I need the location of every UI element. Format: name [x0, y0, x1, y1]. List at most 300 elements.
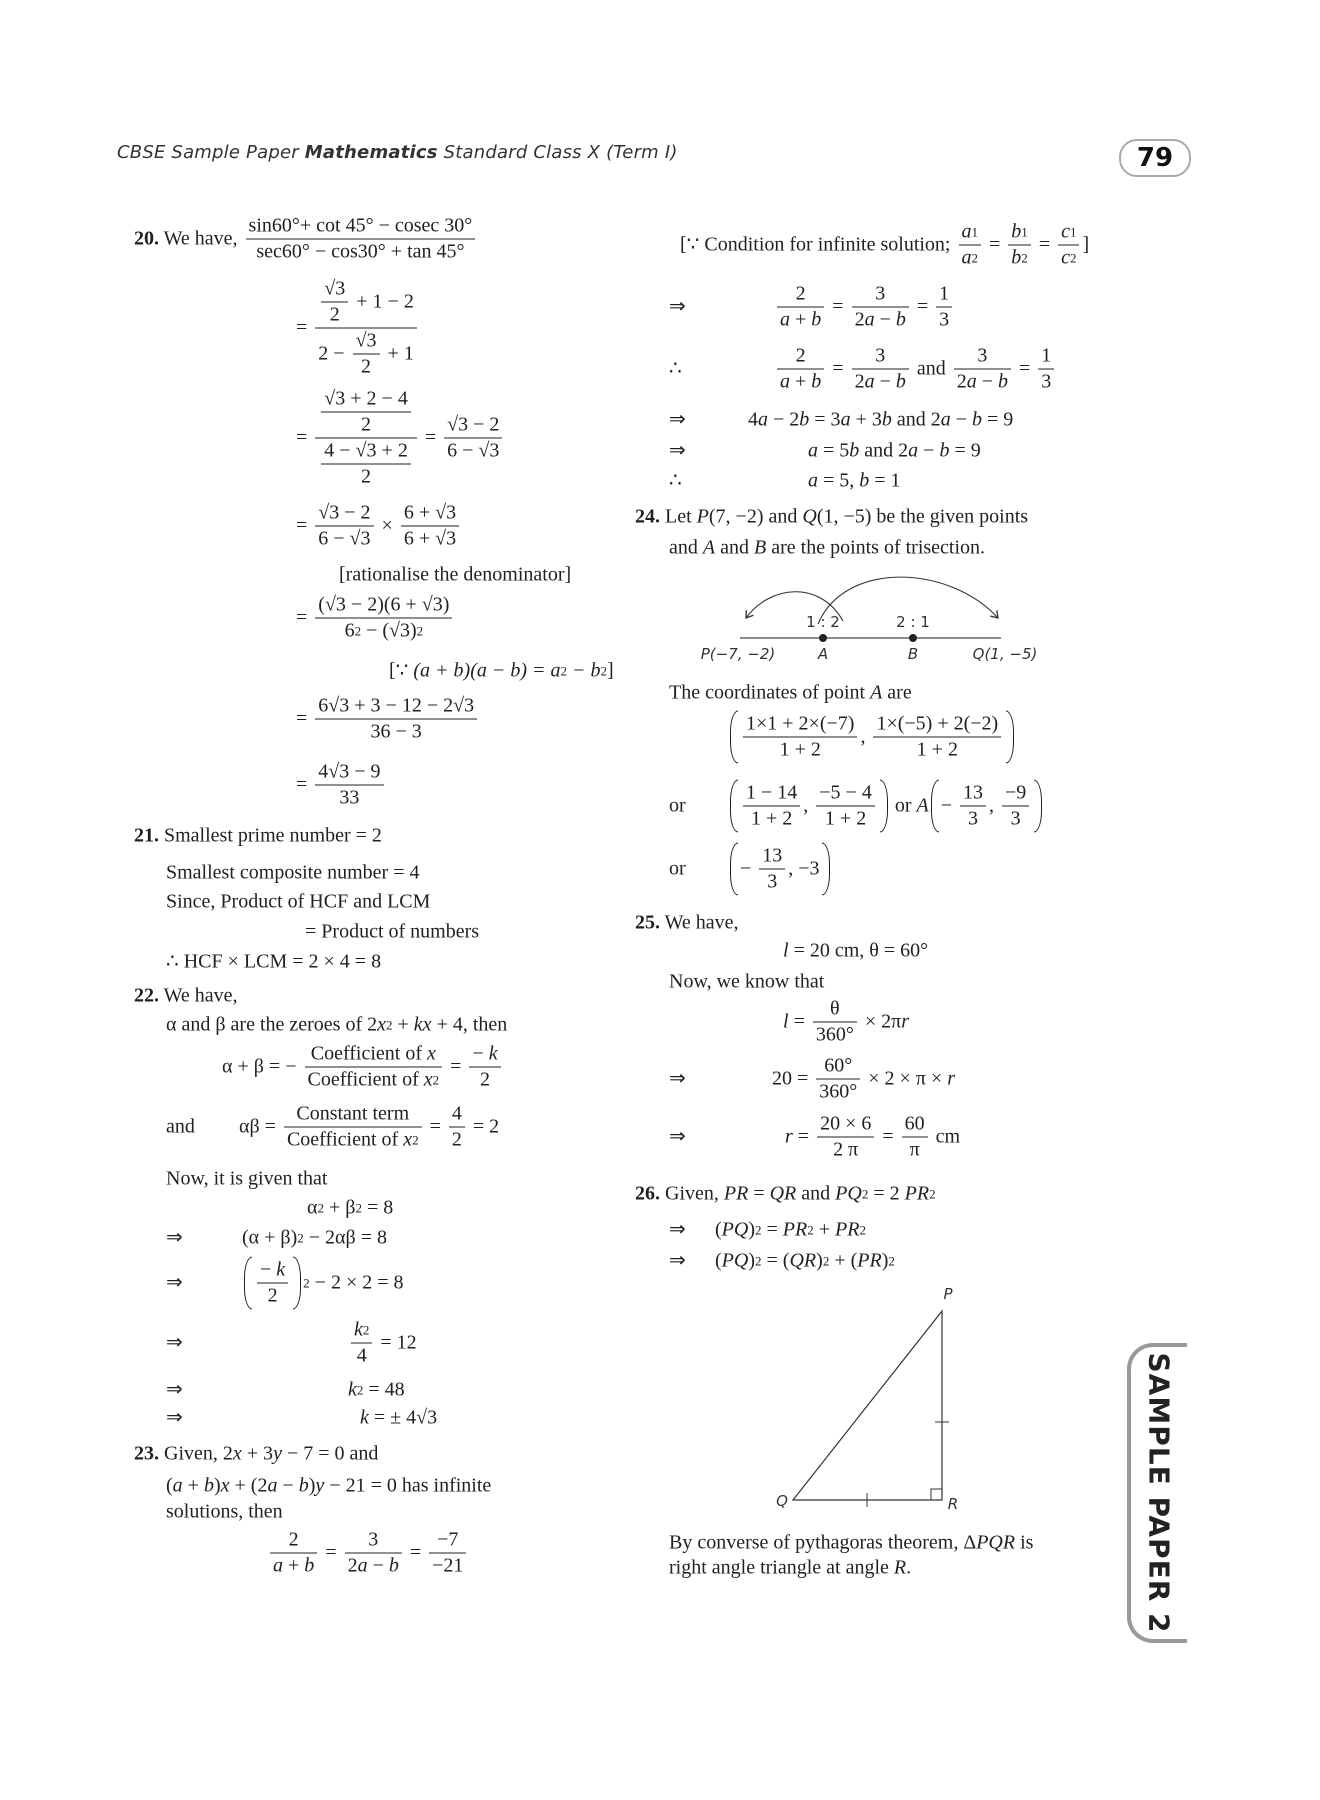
- denominator: [936, 308, 952, 332]
- math-text: √3 + 2 − 4: [324, 387, 408, 410]
- math-variable: − b: [567, 659, 601, 682]
- math-variable: x: [232, 1442, 242, 1465]
- left-line: [166, 1227, 183, 1250]
- right-line: [669, 1532, 1033, 1555]
- denominator: [777, 370, 824, 394]
- math-text: 2: [361, 465, 372, 488]
- right-line: [728, 843, 832, 896]
- math-variable: PR: [782, 1218, 808, 1241]
- math-text: Coefficient of: [307, 1068, 424, 1091]
- parenthesized-group: [730, 780, 888, 833]
- fraction: [777, 283, 824, 332]
- denominator: a 2: [961, 246, 978, 269]
- math-text: −: [472, 1042, 489, 1065]
- math-text: αβ =: [239, 1115, 281, 1138]
- fraction: [852, 283, 909, 332]
- math-variable: P: [696, 505, 709, 528]
- math-text: −: [367, 1554, 389, 1577]
- math-text: (: [166, 1474, 173, 1497]
- label-p-point: P(−7, −2): [700, 645, 776, 663]
- ratio-label-b: 2 : 1: [896, 613, 930, 631]
- fraction: [351, 1319, 372, 1368]
- math-text: ⇒: [166, 1271, 183, 1294]
- triangle-label-r: R: [947, 1495, 959, 1513]
- math-text: 2: [361, 355, 372, 378]
- math-variable: a: [908, 439, 919, 462]
- math-text: ∴ HCF × LCM = 2 × 4 = 8: [166, 950, 382, 973]
- math-variable: R: [893, 1556, 907, 1579]
- numerator: [777, 283, 824, 308]
- fraction: [315, 761, 383, 810]
- math-variable: b: [304, 1554, 315, 1577]
- math-variable: PQ: [721, 1249, 749, 1272]
- math-text: = 1: [869, 469, 901, 492]
- math-text: π: [909, 1138, 920, 1161]
- left-line: [166, 1501, 283, 1524]
- denominator: [817, 1138, 874, 1162]
- numerator: [852, 345, 909, 370]
- math-text: 6 − √3: [447, 439, 500, 462]
- math-variable: k: [348, 1378, 357, 1401]
- math-text: = 2: [467, 1115, 500, 1138]
- right-line: [785, 1113, 960, 1162]
- numerator: [315, 695, 477, 720]
- math-variable: a: [808, 469, 818, 492]
- math-variable: A: [702, 536, 716, 559]
- math-text: −: [874, 308, 896, 331]
- denominator: [345, 1554, 402, 1578]
- math-text: , −3: [788, 857, 820, 880]
- math-variable: a: [966, 370, 977, 393]
- math-text: 3: [767, 870, 778, 893]
- math-text: =: [445, 1055, 467, 1078]
- math-text: = 2: [868, 1182, 905, 1205]
- numerator: [813, 998, 857, 1023]
- math-text: .: [906, 1556, 912, 1579]
- fraction: [257, 1259, 288, 1308]
- numerator: [954, 345, 1011, 370]
- math-variable: r: [947, 1067, 956, 1090]
- denominator: [960, 807, 986, 831]
- fraction: [959, 221, 982, 270]
- math-text: 3: [875, 344, 886, 367]
- math-text: × 2π: [859, 1010, 902, 1033]
- math-text: 2: [854, 308, 865, 331]
- math-text: −: [260, 1258, 277, 1281]
- right-line: [669, 795, 686, 818]
- right-line: [669, 440, 686, 463]
- fraction: [816, 782, 875, 831]
- math-variable: a: [961, 246, 972, 269]
- left-line: [∵ (a + b)(a − b) = a 2 − b 2 ]: [389, 659, 614, 682]
- math-text: −: [950, 408, 973, 431]
- math-variable: l: [783, 1010, 789, 1033]
- math-text: + (: [829, 1249, 858, 1272]
- left-line: [166, 862, 419, 885]
- left-line: [134, 985, 238, 1008]
- point-b: [909, 634, 917, 642]
- fraction: [353, 330, 380, 379]
- fraction: [270, 1529, 317, 1578]
- math-text: =: [296, 606, 313, 629]
- math-text: 6√3 + 3 − 12 − 2√3: [318, 694, 475, 717]
- math-variable: a: [961, 220, 972, 243]
- denominator: [449, 1128, 465, 1152]
- numerator: [315, 594, 452, 619]
- left-line: [296, 388, 505, 489]
- left-line: [348, 1319, 417, 1368]
- fraction: [401, 502, 459, 551]
- math-text: 3: [1041, 370, 1052, 393]
- denominator: [246, 240, 476, 264]
- math-text: −9: [1005, 781, 1027, 804]
- fraction: [902, 1113, 928, 1162]
- label-q-point: Q(1, −5): [972, 645, 1038, 663]
- math-variable: a: [780, 370, 790, 393]
- math-text: 2: [329, 303, 340, 326]
- denominator: [351, 1344, 372, 1368]
- math-text: θ: [830, 997, 840, 1020]
- fraction: [305, 1043, 443, 1092]
- fraction: [449, 1103, 465, 1152]
- math-text: =: [877, 1125, 899, 1148]
- right-angle-mark: [931, 1489, 942, 1500]
- numerator: [246, 215, 476, 240]
- math-text: Given,: [660, 1182, 724, 1205]
- numerator: [353, 330, 380, 355]
- question-number: 20.: [134, 227, 159, 250]
- math-text: α: [307, 1196, 318, 1219]
- math-text: and: [911, 357, 951, 380]
- numerator: [429, 1529, 466, 1554]
- denominator: [270, 1554, 317, 1578]
- math-variable: PR: [857, 1249, 882, 1272]
- math-text: ): [213, 1474, 221, 1497]
- right-line: [748, 409, 1013, 432]
- fraction: [852, 345, 909, 394]
- denominator: b 2: [1011, 246, 1028, 269]
- numerator: [257, 1259, 288, 1284]
- math-text: ⇒: [669, 1218, 686, 1241]
- numerator: [315, 278, 417, 329]
- math-text: 60: [904, 1112, 925, 1135]
- math-text: Now, it is given that: [166, 1167, 328, 1190]
- math-text: √3 − 2: [447, 413, 500, 436]
- left-line: [296, 594, 455, 643]
- left-line: [134, 825, 382, 848]
- math-text: = 9: [982, 408, 1014, 431]
- math-variable: b: [998, 370, 1009, 393]
- fraction: [321, 388, 411, 437]
- math-variable: PR: [835, 1218, 860, 1241]
- denominator: [444, 439, 502, 463]
- math-variable: Q: [802, 505, 817, 528]
- math-text: − 2: [768, 408, 800, 431]
- question-number: 24.: [635, 505, 660, 528]
- math-text: ,: [803, 794, 814, 817]
- math-text: =: [827, 357, 849, 380]
- trisection-diagram: [740, 577, 1001, 642]
- left-line: [166, 1407, 183, 1430]
- math-text: =: [320, 1541, 342, 1564]
- math-text: α and β are the zeroes of 2: [166, 1013, 378, 1036]
- math-text: ⇒: [669, 1125, 686, 1148]
- math-text: 1×1 + 2×(−7): [746, 712, 855, 735]
- math-text: and: [715, 536, 754, 559]
- math-variable: b: [1011, 246, 1022, 269]
- math-text: 13: [963, 781, 984, 804]
- math-text: ⇒: [669, 439, 686, 462]
- math-text: ∴: [669, 357, 682, 380]
- left-line: [134, 1443, 378, 1466]
- math-text: √3 − 2: [318, 501, 371, 524]
- math-text: =: [419, 426, 442, 449]
- math-text: = 48: [363, 1378, 405, 1401]
- math-text: 4: [451, 1102, 462, 1125]
- math-text: We have,: [660, 911, 739, 934]
- math-text: 1 + 2: [779, 738, 821, 761]
- denominator: [1002, 807, 1029, 831]
- math-text: ⇒: [166, 1406, 183, 1429]
- numerator: [960, 782, 986, 807]
- denominator: [401, 527, 459, 551]
- fraction: [873, 713, 1001, 762]
- denominator: [315, 439, 417, 489]
- right-line: [669, 682, 912, 705]
- math-variable: b: [388, 1554, 399, 1577]
- numerator: [270, 1529, 317, 1554]
- math-variable: PR: [723, 1182, 749, 1205]
- math-text: 2: [795, 344, 806, 367]
- label-b-point: B: [907, 645, 919, 663]
- math-text: − 7 = 0 and: [281, 1442, 379, 1465]
- denominator: [315, 786, 383, 810]
- math-text: −: [976, 370, 999, 393]
- right-line: [783, 998, 909, 1047]
- fraction: [246, 215, 476, 264]
- math-variable: b: [799, 408, 810, 431]
- left-line: − k 2 2 − 2 × 2 = 8: [242, 1257, 404, 1310]
- math-text: + 1: [382, 342, 414, 365]
- denominator: [777, 308, 824, 332]
- right-line: [669, 1068, 686, 1091]
- math-text: + 4, then: [431, 1013, 508, 1036]
- math-text: = ± 4√3: [368, 1406, 438, 1429]
- numerator: [449, 1103, 465, 1128]
- question-number: 22.: [134, 984, 159, 1007]
- left-line: [360, 1407, 437, 1430]
- math-variable: a: [267, 1474, 278, 1497]
- right-line: [728, 780, 1044, 833]
- math-variable: y: [273, 1442, 282, 1465]
- math-text: ,: [860, 725, 871, 748]
- math-text: 2 π: [833, 1138, 859, 1161]
- right-line: 26. Given, PR = QR and PQ 2 = 2 PR 2: [635, 1182, 936, 1205]
- right-line: [680, 221, 1089, 270]
- denominator: [852, 308, 909, 332]
- math-variable: c: [1061, 246, 1070, 269]
- numerator: b 1: [1008, 221, 1031, 246]
- math-text: 4√3 − 9: [318, 760, 381, 783]
- numerator: [902, 1113, 928, 1138]
- math-text: 1 + 2: [916, 738, 958, 761]
- side-tab: [1127, 1343, 1187, 1643]
- math-text: −: [874, 370, 896, 393]
- left-line: [166, 951, 381, 974]
- point-a: [819, 634, 827, 642]
- math-variable: k: [276, 1258, 286, 1281]
- numerator: a 1: [959, 221, 982, 246]
- math-text: + 3: [850, 408, 882, 431]
- math-text: 1: [1041, 344, 1052, 367]
- math-text: sin60°+ cot 45° − cosec 30°: [248, 214, 473, 237]
- math-text: +: [392, 1013, 414, 1036]
- math-variable: a: [357, 1554, 368, 1577]
- math-text: 20 × 6: [820, 1112, 872, 1135]
- denominator: [902, 1138, 928, 1162]
- parenthesized-group: [931, 780, 1043, 833]
- denominator: [743, 738, 857, 762]
- math-text: =: [761, 1218, 783, 1241]
- triangle-label-q: Q: [776, 1492, 788, 1510]
- math-variable: l: [783, 939, 789, 962]
- math-text: ⇒: [166, 1331, 183, 1354]
- math-text: − 2 × 2 = 8: [309, 1271, 404, 1294]
- left-line: [222, 1043, 504, 1092]
- math-text: =: [827, 295, 849, 318]
- math-text: 3: [977, 344, 988, 367]
- math-text: −: [940, 794, 958, 817]
- fraction: [315, 388, 417, 489]
- math-text: = Product of numbers: [305, 920, 480, 943]
- math-text: ,: [989, 794, 1000, 817]
- math-text: × 2 × π ×: [863, 1067, 948, 1090]
- math-text: −: [918, 439, 940, 462]
- math-text: 2: [480, 1068, 491, 1091]
- numerator: [444, 414, 502, 439]
- right-line: [774, 345, 1057, 394]
- math-text: =: [296, 316, 313, 339]
- fraction: [345, 1529, 402, 1578]
- math-variable: PQ: [835, 1182, 862, 1205]
- math-text: √3: [324, 277, 346, 300]
- parenthesized-group: [730, 843, 830, 896]
- math-text: + 3: [241, 1442, 274, 1465]
- math-text: ): [308, 1474, 316, 1497]
- right-line: [669, 470, 682, 493]
- denominator: [315, 329, 417, 379]
- math-text: − 21 = 0 has infinite: [324, 1474, 492, 1497]
- math-text: 2: [795, 282, 806, 305]
- denominator: [852, 370, 909, 394]
- math-text: 3: [1010, 807, 1021, 830]
- header-subject: Mathematics: [304, 142, 438, 163]
- math-text: or: [669, 794, 686, 817]
- math-variable: a: [758, 408, 768, 431]
- math-text: ∴: [669, 469, 682, 492]
- right-line: [783, 940, 928, 963]
- math-text: ⇒: [669, 1067, 686, 1090]
- label-a-point: A: [817, 645, 829, 663]
- math-text: Let: [660, 505, 697, 528]
- math-text: =: [748, 1182, 770, 1205]
- left-line: [166, 1116, 195, 1139]
- left-line: [339, 564, 571, 587]
- math-text: and 2: [891, 408, 941, 431]
- math-text: = 8: [361, 1196, 394, 1219]
- left-line: [166, 1379, 183, 1402]
- math-variable: k: [354, 1318, 363, 1341]
- math-text: Smallest composite number = 4: [166, 861, 420, 884]
- math-text: = (: [761, 1249, 790, 1272]
- math-variable: kx: [413, 1013, 432, 1036]
- math-text: [rationalise the denominator]: [339, 563, 572, 586]
- math-text: +: [790, 370, 812, 393]
- math-text: = 3: [809, 408, 841, 431]
- left-line: [134, 215, 478, 264]
- denominator: [321, 303, 348, 327]
- right-line: ( PQ ) 2 = PR 2 + PR 2: [715, 1218, 866, 1241]
- fraction: [759, 845, 785, 894]
- numerator: [469, 1043, 500, 1068]
- numerator: [936, 283, 952, 308]
- left-line: [296, 761, 387, 810]
- fraction: [321, 278, 348, 327]
- left-line: [166, 891, 430, 914]
- math-text: = 5: [818, 439, 850, 462]
- math-text: ⇒: [166, 1378, 183, 1401]
- left-line: [305, 921, 479, 944]
- left-line: [166, 1475, 491, 1498]
- math-variable: c: [1061, 220, 1070, 243]
- math-text: 20 =: [772, 1067, 814, 1090]
- page-number: 79: [1119, 139, 1191, 177]
- math-variable: a: [808, 439, 818, 462]
- numerator: [816, 1055, 860, 1080]
- math-text: ): [748, 1218, 756, 1241]
- math-variable: b: [298, 1474, 309, 1497]
- left-line: [166, 1332, 183, 1355]
- math-text: 2: [361, 413, 372, 436]
- math-text: =: [404, 1541, 427, 1564]
- math-variable: x: [403, 1128, 413, 1151]
- math-text: (α + β): [242, 1226, 298, 1249]
- math-variable: a: [840, 408, 851, 431]
- math-text: We have,: [159, 227, 243, 250]
- math-text: (: [715, 1249, 722, 1272]
- math-text: =: [424, 1115, 446, 1138]
- math-text: 360°: [815, 1023, 854, 1046]
- side-tab-label: SAMPLE PAPER 2: [1142, 1352, 1176, 1634]
- fraction: [743, 782, 800, 831]
- numerator: [777, 345, 824, 370]
- question-number: 21.: [134, 824, 159, 847]
- math-text: −: [277, 1474, 299, 1497]
- left-line: [166, 1272, 183, 1295]
- math-variable: b: [811, 370, 822, 393]
- right-line: [728, 711, 1016, 764]
- math-text: 1×(−5) + 2(−2): [876, 712, 999, 735]
- math-text: =: [984, 233, 1006, 256]
- numerator: [852, 283, 909, 308]
- math-text: and: [669, 536, 703, 559]
- math-text: 13: [762, 844, 783, 867]
- math-variable: a: [172, 1474, 183, 1497]
- math-text: 3: [939, 308, 950, 331]
- math-text: 4 − √3 + 2: [324, 439, 408, 462]
- math-text: +: [283, 1554, 305, 1577]
- numerator: [321, 278, 348, 303]
